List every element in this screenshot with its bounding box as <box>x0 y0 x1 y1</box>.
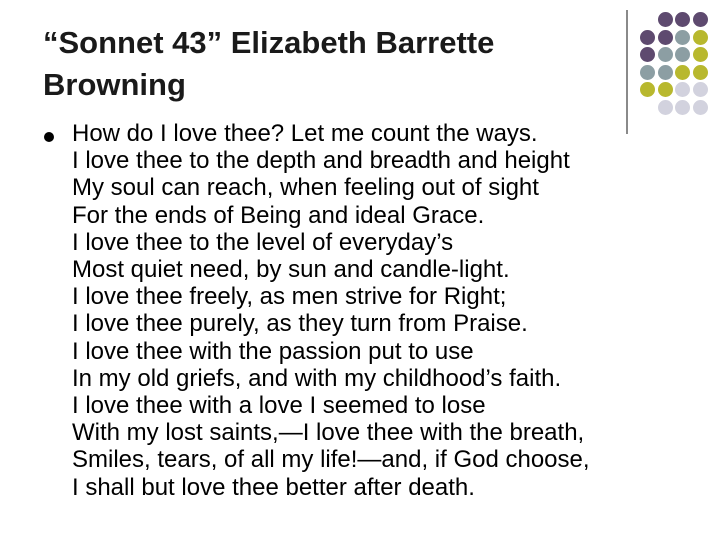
decorative-dot <box>640 82 655 97</box>
decorative-dot <box>658 65 673 80</box>
decorative-dot <box>658 47 673 62</box>
poem-line: Most quiet need, by sun and candle-light. <box>72 256 510 284</box>
decorative-dot <box>675 82 690 97</box>
poem-line: I love thee to the depth and breadth and height <box>72 147 570 175</box>
decorative-divider <box>626 10 628 134</box>
poem-line: Smiles, tears, of all my life!—and, if God choose, <box>72 446 590 474</box>
title-line-2: Browning <box>43 67 186 102</box>
poem-line: I shall but love thee better after death. <box>72 473 475 501</box>
poem-line: I love thee freely, as men strive for Right; <box>72 283 507 311</box>
poem-line: In my old griefs, and with my childhood’s faith. <box>72 364 562 392</box>
decorative-dot <box>675 30 690 45</box>
poem-line: With my lost saints,—I love thee with the breath, <box>72 419 585 447</box>
decorative-dot <box>675 47 690 62</box>
decorative-dot <box>693 12 708 27</box>
decorative-dot-grid <box>640 12 720 122</box>
decorative-dot <box>693 47 708 62</box>
decorative-dot <box>675 65 690 80</box>
decorative-dot <box>640 47 655 62</box>
poem-body <box>72 120 590 501</box>
decorative-dot <box>640 65 655 80</box>
decorative-dot <box>675 12 690 27</box>
poem-line: I love thee to the level of everyday’s <box>72 228 454 256</box>
poem-line: For the ends of Being and ideal Grace. <box>72 201 485 229</box>
slide-title <box>43 22 494 106</box>
poem-line: I love thee with the passion put to use <box>72 337 474 365</box>
poem-line: I love thee with a love I seemed to lose <box>72 392 486 420</box>
decorative-dot <box>640 30 655 45</box>
decorative-dot <box>693 65 708 80</box>
decorative-dot <box>693 82 708 97</box>
decorative-dot <box>658 12 673 27</box>
poem-line: My soul can reach, when feeling out of sight <box>72 174 539 202</box>
poem-line: I love thee purely, as they turn from Praise. <box>72 310 528 338</box>
decorative-dot <box>693 30 708 45</box>
poem-line: How do I love thee? Let me count the ways. <box>72 120 538 147</box>
decorative-dot <box>658 82 673 97</box>
bullet-icon <box>44 132 54 142</box>
decorative-dot <box>693 100 708 115</box>
decorative-dot <box>675 100 690 115</box>
decorative-dot <box>658 100 673 115</box>
title-line-1: “Sonnet 43” Elizabeth Barrette <box>43 25 495 60</box>
decorative-dot <box>658 30 673 45</box>
